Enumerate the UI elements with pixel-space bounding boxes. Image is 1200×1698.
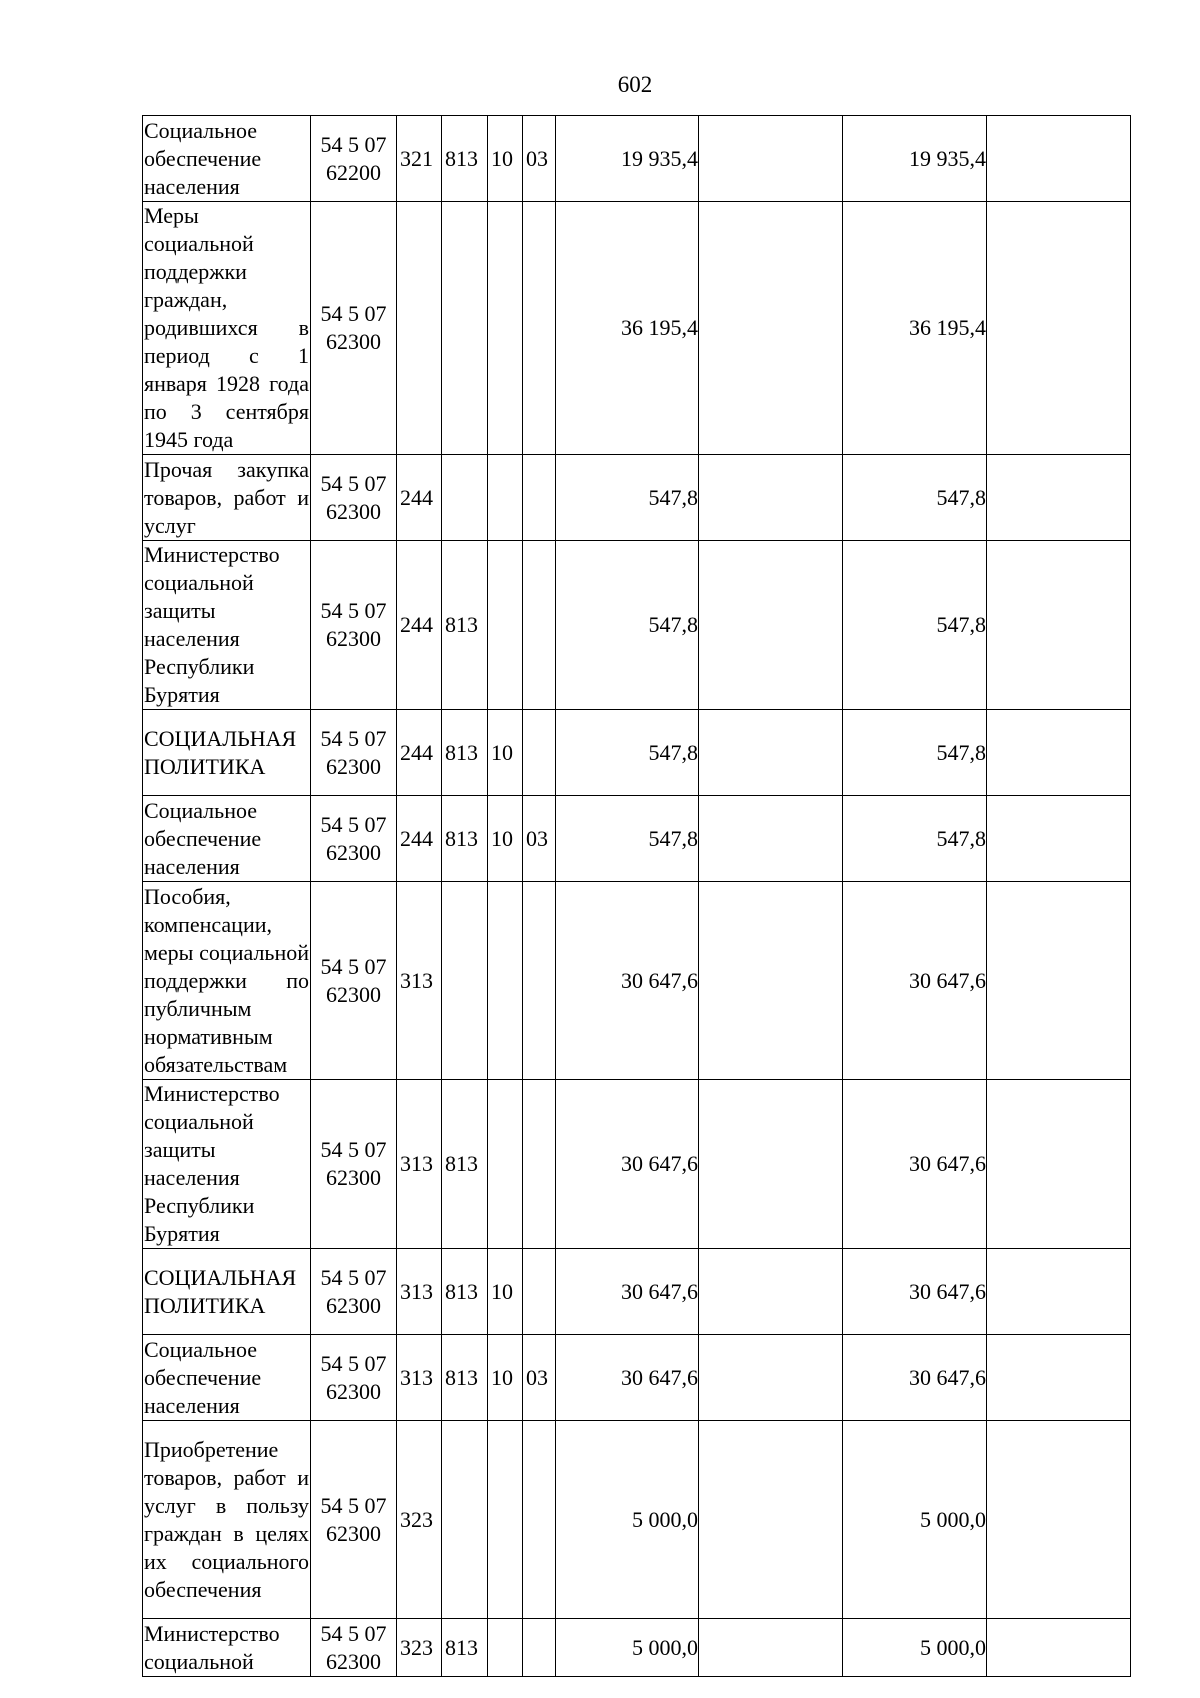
sum-column-3: 547,8 (843, 455, 987, 541)
sum-column-4 (987, 796, 1131, 882)
sum-column-4 (987, 1335, 1131, 1421)
sum-total: 19 935,4 (556, 116, 699, 202)
sum-total: 30 647,6 (556, 1080, 699, 1249)
sum-column-2 (699, 455, 843, 541)
sum-column-4 (987, 455, 1131, 541)
sum-column-3: 36 195,4 (843, 202, 987, 455)
expense-type-code (397, 202, 442, 455)
item-name: СОЦИАЛЬНАЯ ПОЛИТИКА (143, 710, 311, 796)
sum-column-2 (699, 116, 843, 202)
sum-column-2 (699, 541, 843, 710)
section-code: 10 (488, 1335, 523, 1421)
target-article-code: 54 5 07 62300 (311, 796, 397, 882)
target-article-code: 54 5 07 62300 (311, 1080, 397, 1249)
target-article-code: 54 5 07 62300 (311, 1249, 397, 1335)
sum-column-3: 19 935,4 (843, 116, 987, 202)
section-code: 10 (488, 116, 523, 202)
expense-type-code: 244 (397, 796, 442, 882)
sum-column-3: 30 647,6 (843, 1249, 987, 1335)
section-code (488, 1080, 523, 1249)
subsection-code (523, 202, 556, 455)
sum-column-3: 30 647,6 (843, 1335, 987, 1421)
subsection-code: 03 (523, 1335, 556, 1421)
table-body (143, 116, 1131, 1677)
sum-total: 547,8 (556, 455, 699, 541)
ministry-code: 813 (442, 796, 488, 882)
sum-column-2 (699, 710, 843, 796)
table-row (143, 455, 1131, 541)
table-row (143, 882, 1131, 1080)
sum-column-4 (987, 202, 1131, 455)
sum-column-4 (987, 882, 1131, 1080)
sum-column-2 (699, 1335, 843, 1421)
sum-total: 36 195,4 (556, 202, 699, 455)
sum-column-2 (699, 796, 843, 882)
section-code (488, 1619, 523, 1677)
table-row (143, 1421, 1131, 1619)
item-name: Министерство социальной (143, 1619, 311, 1677)
sum-total: 547,8 (556, 796, 699, 882)
table-row (143, 796, 1131, 882)
item-name: Министерство социальной защиты населения Республики Бурятия (143, 541, 311, 710)
ministry-code: 813 (442, 710, 488, 796)
target-article-code: 54 5 07 62200 (311, 116, 397, 202)
expense-type-code: 313 (397, 882, 442, 1080)
item-name: Пособия, компенсации, меры социальной поддержки по публичным нормативным обязательствам (143, 882, 311, 1080)
target-article-code: 54 5 07 62300 (311, 1619, 397, 1677)
subsection-code: 03 (523, 796, 556, 882)
sum-column-4 (987, 1080, 1131, 1249)
sum-column-2 (699, 1619, 843, 1677)
item-name: Социальное обеспечение населения (143, 116, 311, 202)
sum-column-4 (987, 541, 1131, 710)
sum-column-3: 30 647,6 (843, 1080, 987, 1249)
sum-total: 5 000,0 (556, 1619, 699, 1677)
sum-column-4 (987, 1249, 1131, 1335)
sum-column-4 (987, 1421, 1131, 1619)
item-name: Приобретение товаров, работ и услуг в пользу граждан в целях их социального обеспечения (143, 1421, 311, 1619)
sum-column-3: 547,8 (843, 796, 987, 882)
expense-type-code: 244 (397, 541, 442, 710)
ministry-code: 813 (442, 116, 488, 202)
ministry-code: 813 (442, 1619, 488, 1677)
sum-total: 30 647,6 (556, 1249, 699, 1335)
table-row (143, 116, 1131, 202)
section-code (488, 882, 523, 1080)
item-name: Социальное обеспечение населения (143, 796, 311, 882)
sum-column-2 (699, 1421, 843, 1619)
item-name: Социальное обеспечение населения (143, 1335, 311, 1421)
target-article-code: 54 5 07 62300 (311, 882, 397, 1080)
expense-type-code: 323 (397, 1619, 442, 1677)
table-row (143, 710, 1131, 796)
sum-column-2 (699, 1080, 843, 1249)
subsection-code (523, 1080, 556, 1249)
section-code (488, 1421, 523, 1619)
budget-table (142, 115, 1131, 1677)
target-article-code: 54 5 07 62300 (311, 541, 397, 710)
ministry-code: 813 (442, 1249, 488, 1335)
sum-column-3: 547,8 (843, 710, 987, 796)
subsection-code (523, 882, 556, 1080)
sum-total: 547,8 (556, 710, 699, 796)
ministry-code: 813 (442, 1335, 488, 1421)
sum-column-2 (699, 882, 843, 1080)
item-name: Прочая закупка товаров, работ и услуг (143, 455, 311, 541)
table-row (143, 1249, 1131, 1335)
target-article-code: 54 5 07 62300 (311, 710, 397, 796)
expense-type-code: 323 (397, 1421, 442, 1619)
expense-type-code: 244 (397, 455, 442, 541)
subsection-code (523, 710, 556, 796)
subsection-code (523, 1619, 556, 1677)
item-name: Министерство социальной защиты населения Республики Бурятия (143, 1080, 311, 1249)
subsection-code: 03 (523, 116, 556, 202)
item-name: Меры социальной поддержки граждан, родившихся в период с 1 января 1928 года по 3 сентября 1945 года (143, 202, 311, 455)
table-row (143, 541, 1131, 710)
sum-column-3: 30 647,6 (843, 882, 987, 1080)
expense-type-code: 313 (397, 1080, 442, 1249)
section-code (488, 541, 523, 710)
target-article-code: 54 5 07 62300 (311, 1421, 397, 1619)
sum-column-3: 5 000,0 (843, 1619, 987, 1677)
ministry-code (442, 1421, 488, 1619)
ministry-code (442, 455, 488, 541)
table-row (143, 202, 1131, 455)
section-code (488, 455, 523, 541)
expense-type-code: 313 (397, 1335, 442, 1421)
target-article-code: 54 5 07 62300 (311, 1335, 397, 1421)
sum-column-2 (699, 1249, 843, 1335)
ministry-code (442, 202, 488, 455)
subsection-code (523, 1249, 556, 1335)
ministry-code: 813 (442, 1080, 488, 1249)
target-article-code: 54 5 07 62300 (311, 202, 397, 455)
table-row (143, 1080, 1131, 1249)
section-code: 10 (488, 1249, 523, 1335)
sum-total: 30 647,6 (556, 1335, 699, 1421)
ministry-code (442, 882, 488, 1080)
item-name: СОЦИАЛЬНАЯ ПОЛИТИКА (143, 1249, 311, 1335)
sum-total: 30 647,6 (556, 882, 699, 1080)
section-code (488, 202, 523, 455)
sum-total: 5 000,0 (556, 1421, 699, 1619)
subsection-code (523, 455, 556, 541)
section-code: 10 (488, 710, 523, 796)
subsection-code (523, 1421, 556, 1619)
target-article-code: 54 5 07 62300 (311, 455, 397, 541)
section-code: 10 (488, 796, 523, 882)
sum-total: 547,8 (556, 541, 699, 710)
expense-type-code: 313 (397, 1249, 442, 1335)
page-number: 602 (617, 72, 653, 97)
ministry-code: 813 (442, 541, 488, 710)
sum-column-4 (987, 1619, 1131, 1677)
table-row (143, 1335, 1131, 1421)
expense-type-code: 244 (397, 710, 442, 796)
table-row (143, 1619, 1131, 1677)
subsection-code (523, 541, 556, 710)
sum-column-4 (987, 710, 1131, 796)
sum-column-2 (699, 202, 843, 455)
sum-column-3: 547,8 (843, 541, 987, 710)
sum-column-3: 5 000,0 (843, 1421, 987, 1619)
sum-column-4 (987, 116, 1131, 202)
expense-type-code: 321 (397, 116, 442, 202)
